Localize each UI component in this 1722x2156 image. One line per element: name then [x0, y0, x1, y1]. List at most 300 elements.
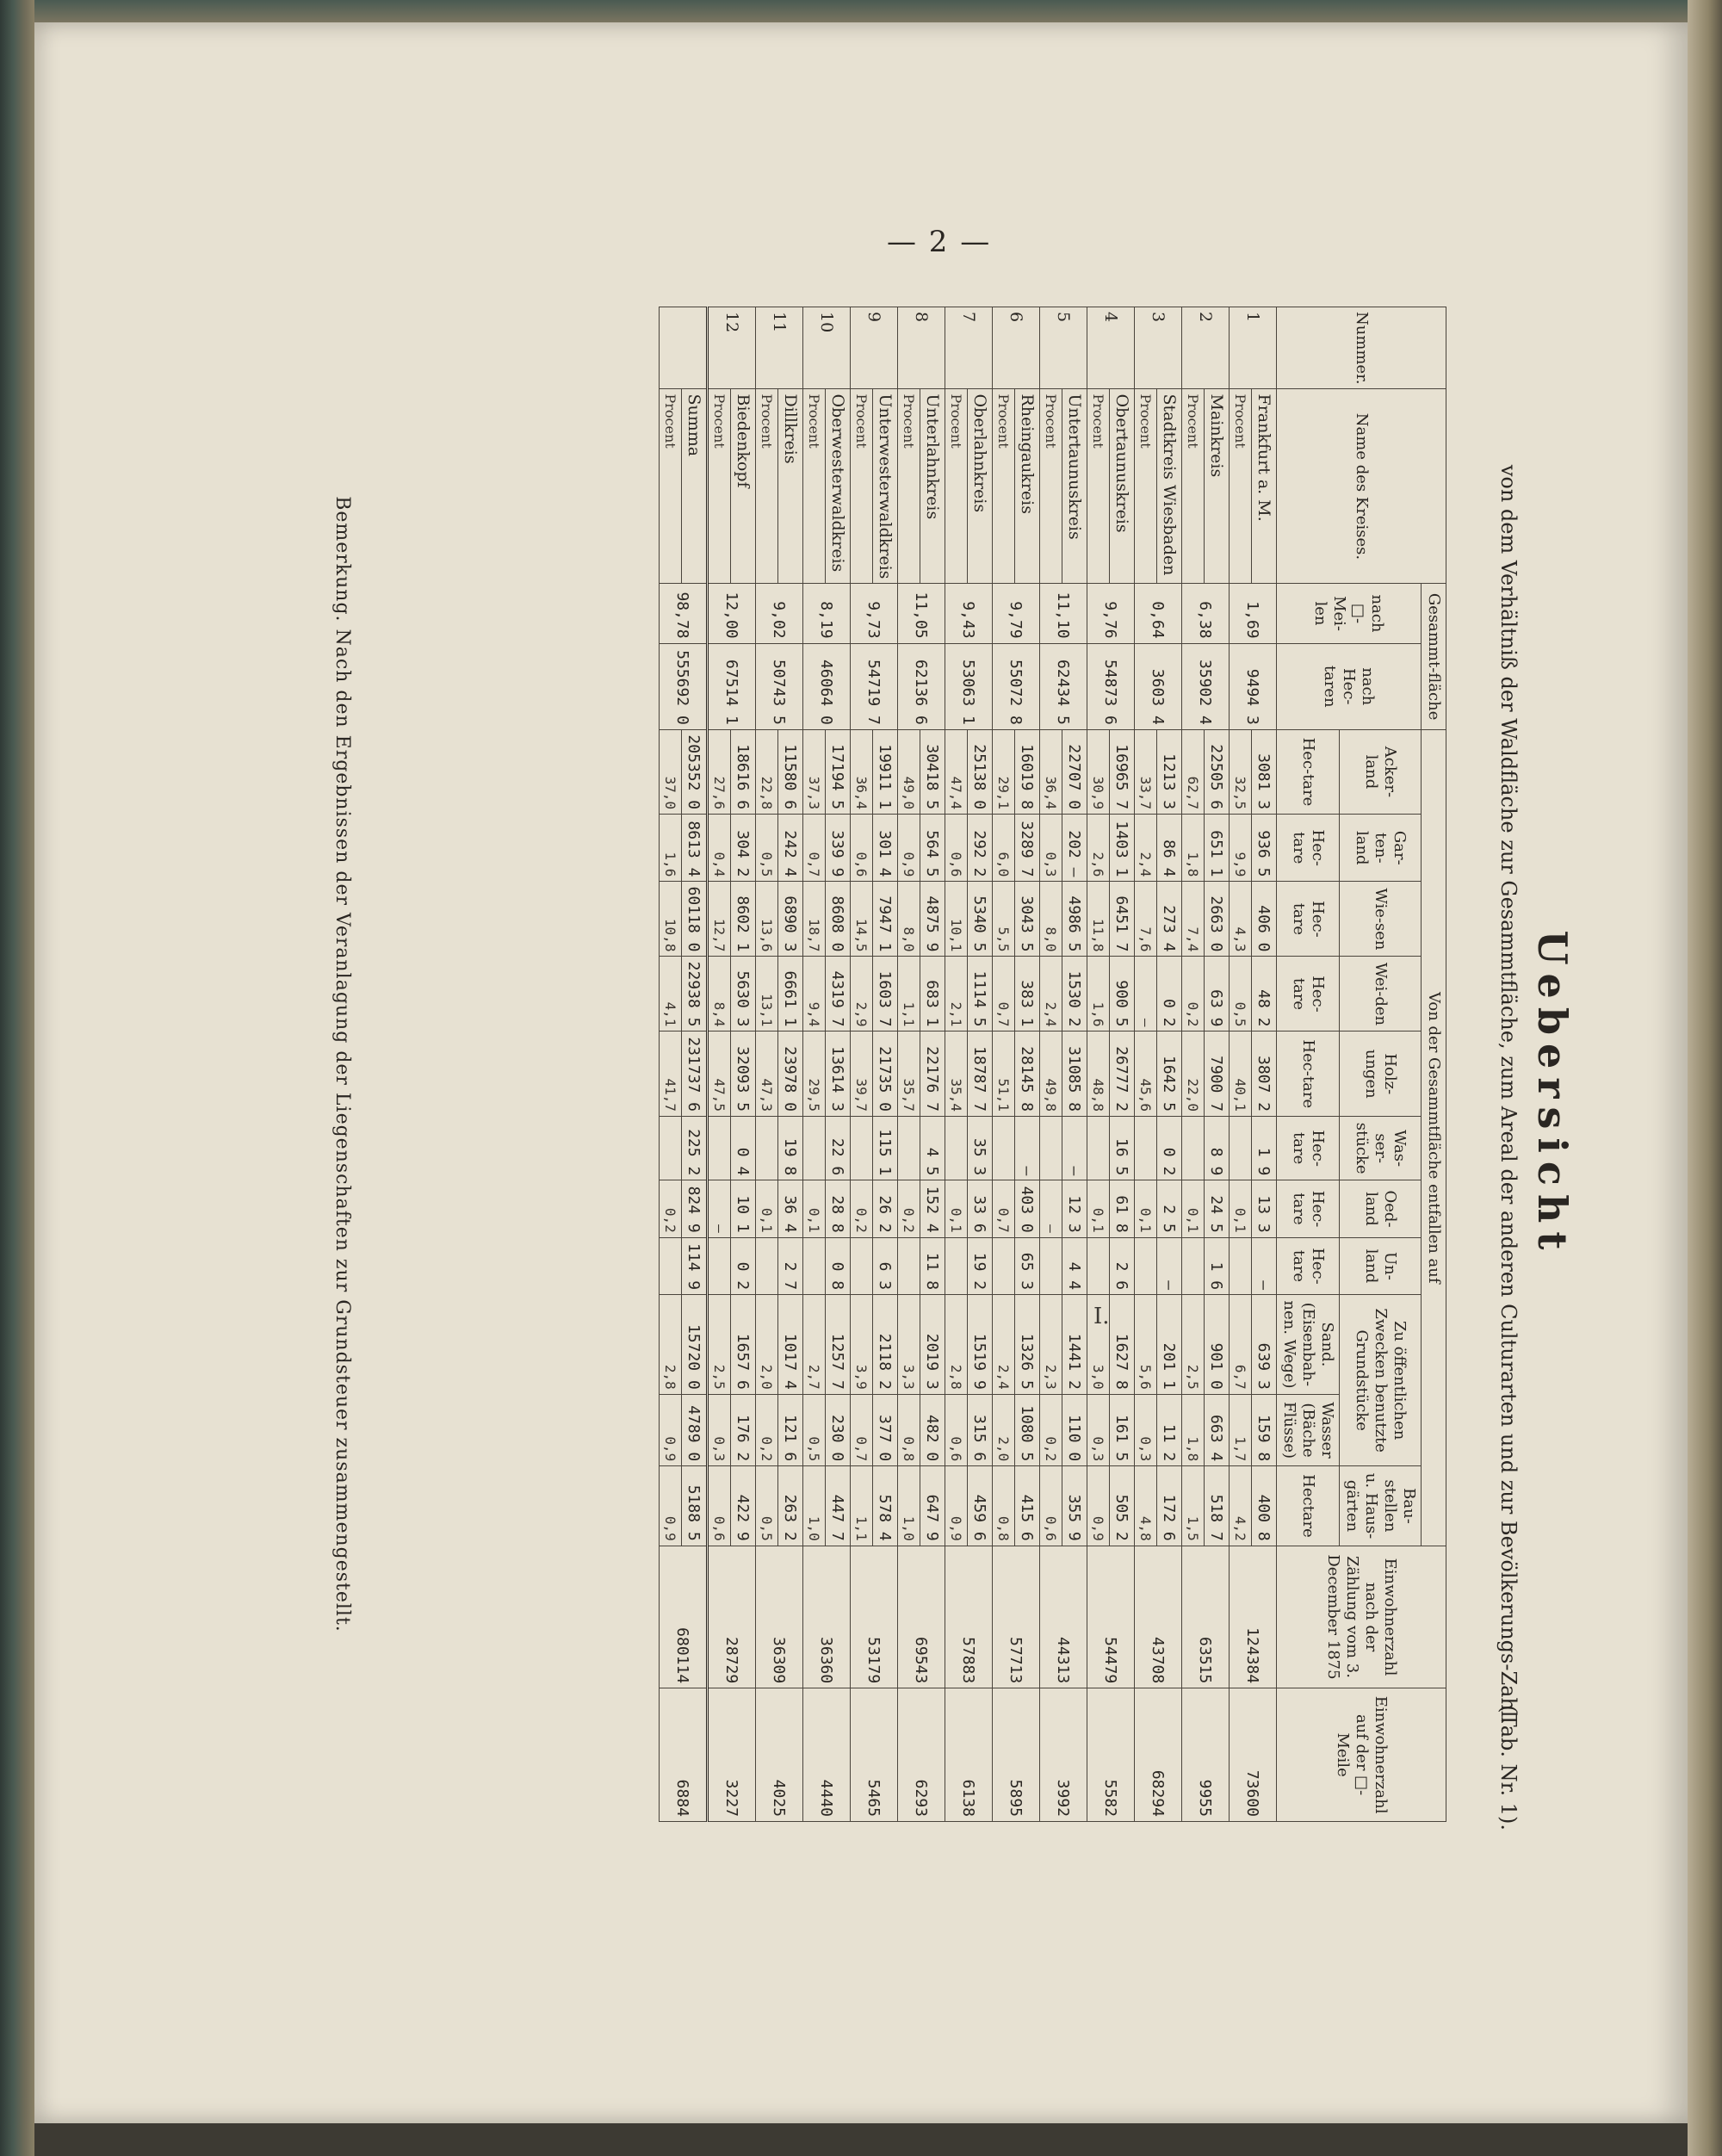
row-unland: 1 6 [1205, 1237, 1230, 1294]
row-wasserf: 110 0 [1062, 1394, 1087, 1465]
row-wasserf-percent: 0,7 [851, 1394, 873, 1465]
row-holz-percent: 51,1 [993, 1032, 1015, 1117]
row-garten: 301 4 [873, 815, 898, 882]
row-bau-percent: 0,9 [945, 1466, 968, 1546]
row-wasser-percent [1230, 1117, 1252, 1180]
row-hectaren: 62434 5 [1040, 643, 1087, 729]
row-sand: 2118 2 [873, 1295, 898, 1395]
row-name: Mainkreis [1205, 389, 1230, 584]
row-wiesen: 8608 0 [826, 882, 851, 957]
row-oed-percent: — [1040, 1180, 1062, 1237]
row-einwohner: 54479 [1087, 1546, 1135, 1688]
row-holz-percent: 45,6 [1135, 1032, 1157, 1117]
row-wiesen: 4875 9 [920, 882, 945, 957]
row-unland: 2 7 [778, 1237, 803, 1294]
row-unland-percent [756, 1237, 778, 1294]
row-weiden-percent: 2,4 [1040, 957, 1062, 1032]
header-oed: Oed-land [1340, 1180, 1422, 1237]
row-garten-percent: 0,6 [945, 815, 968, 882]
row-acker-percent: 37,3 [803, 729, 826, 814]
row-name: Obertaunuskreis [1110, 389, 1135, 584]
header-bau: Bau-stellen u. Haus-gärten [1340, 1466, 1422, 1546]
row-bau-percent: 1,1 [851, 1466, 873, 1546]
row-hectaren: 35902 4 [1182, 643, 1230, 729]
row-hectaren: 67514 1 [708, 643, 756, 729]
row-qm: 9,76 [1087, 584, 1135, 643]
row-holz-percent: 49,8 [1040, 1032, 1062, 1117]
row-holz: 1642 5 [1157, 1032, 1182, 1117]
row-name: Summa [682, 389, 708, 584]
row-weiden-percent: 1,1 [898, 957, 920, 1032]
row-wasser: 0 2 [1157, 1117, 1182, 1180]
row-unland-percent [1182, 1237, 1205, 1294]
row-number [660, 307, 708, 389]
row-bau: 355 9 [1062, 1466, 1087, 1546]
header-entfallen: Von der Gesammtfläche entfallen auf [1422, 729, 1446, 1546]
row-garten: 339 9 [826, 815, 851, 882]
row-weiden: 63 9 [1205, 957, 1230, 1032]
row-qm: 98,78 [660, 584, 708, 643]
row-sand: 15720 0 [682, 1295, 708, 1395]
row-procent-label: Procent [993, 389, 1015, 584]
row-einwohner-qm: 73600 [1230, 1688, 1277, 1822]
row-holz: 7900 7 [1205, 1032, 1230, 1117]
row-unland: 0 2 [731, 1237, 756, 1294]
row-einwohner-qm: 4440 [803, 1688, 851, 1822]
row-holz: 231737 6 [682, 1032, 708, 1117]
row-number: 7 [945, 307, 993, 389]
row-garten: 3289 7 [1015, 815, 1040, 882]
row-bau: 647 9 [920, 1466, 945, 1546]
header-name: Name des Kreises. [1277, 389, 1446, 584]
row-wasser-percent [1040, 1117, 1062, 1180]
row-oed: 824 9 [682, 1180, 708, 1237]
row-wasser: 16 5 [1110, 1117, 1135, 1180]
row-bau: 422 9 [731, 1466, 756, 1546]
row-oed-percent: 0,1 [1182, 1180, 1205, 1237]
header-wasser: Was-ser-stücke [1340, 1117, 1422, 1180]
row-garten: 304 2 [731, 815, 756, 882]
row-name: Rheingaukreis [1015, 389, 1040, 584]
row-holz: 26777 2 [1110, 1032, 1135, 1117]
row-hectaren: 9494 3 [1230, 643, 1277, 729]
row-number: 8 [898, 307, 945, 389]
row-oed: 13 3 [1252, 1180, 1277, 1237]
row-hectaren: 53063 1 [945, 643, 993, 729]
row-number: 4 [1087, 307, 1135, 389]
unit-garten: Hec-tare [1277, 815, 1340, 882]
row-qm: 9,79 [993, 584, 1040, 643]
row-wiesen-percent: 7,6 [1135, 882, 1157, 957]
row-garten: 936 5 [1252, 815, 1277, 882]
header-sand: Sand. (Eisenbah-nen. Wege) [1277, 1295, 1340, 1395]
row-wasserf-percent: 0,3 [1087, 1394, 1110, 1465]
row-wasserf-percent: 0,9 [660, 1394, 682, 1465]
row-wasserf: 482 0 [920, 1394, 945, 1465]
table-row [1015, 307, 1040, 1822]
row-oed-percent: 0,1 [803, 1180, 826, 1237]
row-weiden-percent: — [1135, 957, 1157, 1032]
table-row [1157, 307, 1182, 1822]
page-subtitle: von dem Verhältniß der Waldfläche zur Gesammtfläche, zum Areal der anderen Culturarten und zur Bevölkerungs-Zahl. [1496, 464, 1521, 1725]
row-acker: 16019 8 [1015, 729, 1040, 814]
row-oed: 10 1 [731, 1180, 756, 1237]
row-procent-label: Procent [708, 389, 731, 584]
row-wiesen-percent: 5,5 [993, 882, 1015, 957]
row-oed: 26 2 [873, 1180, 898, 1237]
row-holz-percent: 35,4 [945, 1032, 968, 1117]
header-einwohner-qm: Einwohnerzahl auf der □-Meile [1277, 1688, 1446, 1822]
row-acker-percent: 37,0 [660, 729, 682, 814]
row-oed: 36 4 [778, 1180, 803, 1237]
row-holz: 31085 8 [1062, 1032, 1087, 1117]
row-unland-percent [1135, 1237, 1157, 1294]
row-weiden: 48 2 [1252, 957, 1277, 1032]
row-bau-percent: 1,0 [898, 1466, 920, 1546]
row-bau: 172 6 [1157, 1466, 1182, 1546]
header-oeffentlich: Zu öffentlichen Zwecken benutzte Grundstücke [1340, 1295, 1422, 1466]
row-wiesen-percent: 12,7 [708, 882, 731, 957]
row-sand: 1017 4 [778, 1295, 803, 1395]
row-hectaren: 62136 6 [898, 643, 945, 729]
row-wiesen: 60118 0 [682, 882, 708, 957]
row-wasser: 225 2 [682, 1117, 708, 1180]
row-wasser: 22 6 [826, 1117, 851, 1180]
row-holz-percent: 35,7 [898, 1032, 920, 1117]
row-bau-percent: 0,5 [756, 1466, 778, 1546]
row-name: Oberlahnkreis [968, 389, 993, 584]
row-sand: 2019 3 [920, 1295, 945, 1395]
row-weiden-percent: 0,7 [993, 957, 1015, 1032]
row-wasser-percent [803, 1117, 826, 1180]
row-garten-percent: 2,6 [1087, 815, 1110, 882]
row-garten: 292 2 [968, 815, 993, 882]
row-einwohner: 28729 [708, 1546, 756, 1688]
row-qm: 1,69 [1230, 584, 1277, 643]
row-sand: 639 3 [1252, 1295, 1277, 1395]
row-qm: 8,19 [803, 584, 851, 643]
row-wasserf-percent: 0,3 [708, 1394, 731, 1465]
row-garten: 1403 1 [1110, 815, 1135, 882]
row-oed-percent: 0,1 [1087, 1180, 1110, 1237]
page-corner-mark: I. [1093, 1304, 1110, 1329]
row-wasser: 19 8 [778, 1117, 803, 1180]
row-wasser-percent [1182, 1117, 1205, 1180]
row-wasser-percent [1087, 1117, 1110, 1180]
row-oed-percent: 0,1 [1135, 1180, 1157, 1237]
row-sand-percent: 2,3 [1040, 1295, 1062, 1395]
row-qm: 0,64 [1135, 584, 1182, 643]
row-wiesen-percent: 10,1 [945, 882, 968, 957]
row-wasserf: 4789 0 [682, 1394, 708, 1465]
row-bau: 459 6 [968, 1466, 993, 1546]
row-unland: 11 8 [920, 1237, 945, 1294]
row-qm: 9,73 [851, 584, 898, 643]
row-weiden: 1530 2 [1062, 957, 1087, 1032]
row-number: 5 [1040, 307, 1087, 389]
table-row [1110, 307, 1135, 1822]
row-wasserf-percent: 0,3 [1135, 1394, 1157, 1465]
row-acker-percent: 29,1 [993, 729, 1015, 814]
row-einwohner-qm: 5895 [993, 1688, 1040, 1822]
row-name: Stadtkreis Wiesbaden [1157, 389, 1182, 584]
book-spine [0, 0, 34, 2156]
row-sand-percent: 3,0 [1087, 1295, 1110, 1395]
row-oed: 2 5 [1157, 1180, 1182, 1237]
row-bau-percent: 1,5 [1182, 1466, 1205, 1546]
row-bau-percent: 0,8 [993, 1466, 1015, 1546]
row-oed-percent: 0,2 [660, 1180, 682, 1237]
row-garten: 242 4 [778, 815, 803, 882]
row-wiesen: 6890 3 [778, 882, 803, 957]
row-wasserf: 1080 5 [1015, 1394, 1040, 1465]
row-hectaren: 555692 0 [660, 643, 708, 729]
row-wasser-percent [945, 1117, 968, 1180]
header-acker: Acker-land [1340, 729, 1422, 814]
row-name: Dillkreis [778, 389, 803, 584]
row-oed: 24 5 [1205, 1180, 1230, 1237]
row-unland-percent [660, 1237, 682, 1294]
row-sand-percent: 2,8 [945, 1295, 968, 1395]
row-garten-percent: 0,3 [1040, 815, 1062, 882]
table-row [778, 307, 803, 1822]
row-number: 6 [993, 307, 1040, 389]
row-bau-percent: 1,0 [803, 1466, 826, 1546]
row-unland: — [1252, 1237, 1277, 1294]
row-acker: 205352 0 [682, 729, 708, 814]
row-garten: 651 1 [1205, 815, 1230, 882]
row-wiesen: 273 4 [1157, 882, 1182, 957]
row-procent-label: Procent [898, 389, 920, 584]
row-hectaren: 54873 6 [1087, 643, 1135, 729]
row-wasser-percent [756, 1117, 778, 1180]
table-row [873, 307, 898, 1822]
row-procent-label: Procent [660, 389, 682, 584]
row-garten-percent: 0,7 [803, 815, 826, 882]
unit-oed: Hec-tare [1277, 1180, 1340, 1237]
row-acker: 30418 5 [920, 729, 945, 814]
row-bau-percent: 0,9 [660, 1466, 682, 1546]
row-sand: 1627 8 [1110, 1295, 1135, 1395]
row-wasserf: 315 6 [968, 1394, 993, 1465]
row-unland: 4 4 [1062, 1237, 1087, 1294]
row-einwohner-qm: 4025 [756, 1688, 803, 1822]
header-gesamt: Gesammt-fläche [1422, 584, 1446, 729]
row-bau: 5188 5 [682, 1466, 708, 1546]
row-hectaren: 54719 7 [851, 643, 898, 729]
row-weiden: 6661 1 [778, 957, 803, 1032]
row-garten-percent: 0,5 [756, 815, 778, 882]
row-number: 10 [803, 307, 851, 389]
row-einwohner: 69543 [898, 1546, 945, 1688]
row-weiden: 4319 7 [826, 957, 851, 1032]
row-qm: 9,43 [945, 584, 993, 643]
row-holz: 21735 0 [873, 1032, 898, 1117]
row-wiesen: 406 0 [1252, 882, 1277, 957]
row-procent-label: Procent [1182, 389, 1205, 584]
row-sand: 1519 9 [968, 1295, 993, 1395]
row-bau-percent: 0,9 [1087, 1466, 1110, 1546]
row-bau-percent: 4,2 [1230, 1466, 1252, 1546]
row-name: Unterlahnkreis [920, 389, 945, 584]
row-sand: 1257 7 [826, 1295, 851, 1395]
row-unland: 0 8 [826, 1237, 851, 1294]
row-garten-percent: 1,6 [660, 815, 682, 882]
row-einwohner: 36309 [756, 1546, 803, 1688]
row-einwohner: 36360 [803, 1546, 851, 1688]
row-weiden: 5630 3 [731, 957, 756, 1032]
row-wasser-percent [851, 1117, 873, 1180]
row-garten-percent: 1,8 [1182, 815, 1205, 882]
row-acker: 25138 0 [968, 729, 993, 814]
row-weiden: 683 1 [920, 957, 945, 1032]
row-oed-percent: 0,2 [851, 1180, 873, 1237]
table-row [1205, 307, 1230, 1822]
row-hectaren: 50743 5 [756, 643, 803, 729]
row-acker-percent: 32,5 [1230, 729, 1252, 814]
row-wiesen: 3043 5 [1015, 882, 1040, 957]
row-oed: 61 8 [1110, 1180, 1135, 1237]
row-holz: 28145 8 [1015, 1032, 1040, 1117]
row-acker: 1213 3 [1157, 729, 1182, 814]
row-unland-percent [1230, 1237, 1252, 1294]
header-hectaren: nach Hec-taren [1277, 643, 1422, 729]
row-acker-percent: 36,4 [1040, 729, 1062, 814]
row-oed: 28 8 [826, 1180, 851, 1237]
row-sand-percent: 2,8 [660, 1295, 682, 1395]
row-weiden: 900 5 [1110, 957, 1135, 1032]
row-name: Biedenkopf [731, 389, 756, 584]
row-sand-percent: 3,9 [851, 1295, 873, 1395]
row-procent-label: Procent [1087, 389, 1110, 584]
row-wiesen: 7947 1 [873, 882, 898, 957]
row-sand: 1657 6 [731, 1295, 756, 1395]
row-wasser: 0 4 [731, 1117, 756, 1180]
row-garten-percent: 6,0 [993, 815, 1015, 882]
row-bau: 415 6 [1015, 1466, 1040, 1546]
row-wiesen-percent: 11,8 [1087, 882, 1110, 957]
header-number: Nummer. [1277, 307, 1446, 389]
header-weiden: Wei-den [1340, 957, 1422, 1032]
row-bau-percent: 0,6 [708, 1466, 731, 1546]
row-oed: 403 0 [1015, 1180, 1040, 1237]
row-wiesen: 2663 0 [1205, 882, 1230, 957]
table-number: (Tab. Nr. 1). [1496, 1705, 1521, 1831]
row-sand-percent: 2,5 [708, 1295, 731, 1395]
row-wiesen-percent: 7,4 [1182, 882, 1205, 957]
row-weiden-percent: 2,1 [945, 957, 968, 1032]
row-holz-percent: 22,0 [1182, 1032, 1205, 1117]
row-wasserf-percent: 0,8 [898, 1394, 920, 1465]
row-procent-label: Procent [945, 389, 968, 584]
header-holz: Holz-ungen [1340, 1032, 1422, 1117]
row-acker-percent: 27,6 [708, 729, 731, 814]
table-row [731, 307, 756, 1822]
header-wasserflaeche: Wasser (Bäche Flüsse) [1277, 1394, 1340, 1465]
unit-wasser: Hec-tare [1277, 1117, 1340, 1180]
page-title: Uebersicht [1529, 930, 1576, 1259]
row-acker: 3081 3 [1252, 729, 1277, 814]
row-sand: 1326 5 [1015, 1295, 1040, 1395]
row-holz-percent: 39,7 [851, 1032, 873, 1117]
row-procent-label: Procent [756, 389, 778, 584]
row-wiesen-percent: 10,8 [660, 882, 682, 957]
row-procent-label: Procent [1040, 389, 1062, 584]
row-acker: 22505 6 [1205, 729, 1230, 814]
row-name: Unterwesterwaldkreis [873, 389, 898, 584]
row-acker: 19911 1 [873, 729, 898, 814]
row-acker: 17194 5 [826, 729, 851, 814]
row-sand: 901 0 [1205, 1295, 1230, 1395]
row-wasserf: 230 0 [826, 1394, 851, 1465]
row-wasserf: 377 0 [873, 1394, 898, 1465]
row-number: 1 [1230, 307, 1277, 389]
row-garten-percent: 2,4 [1135, 815, 1157, 882]
row-wasserf-percent: 1,8 [1182, 1394, 1205, 1465]
row-bau: 447 7 [826, 1466, 851, 1546]
row-oed-percent: 0,1 [945, 1180, 968, 1237]
row-acker: 18616 6 [731, 729, 756, 814]
row-unland: — [1157, 1237, 1182, 1294]
row-einwohner-qm: 5582 [1087, 1688, 1135, 1822]
header-wiesen: Wie-sen [1340, 882, 1422, 957]
row-einwohner: 680114 [660, 1546, 708, 1688]
row-unland: 6 3 [873, 1237, 898, 1294]
row-weiden-percent: 13,1 [756, 957, 778, 1032]
row-holz: 18787 7 [968, 1032, 993, 1117]
row-acker: 11580 6 [778, 729, 803, 814]
row-einwohner-qm: 5465 [851, 1688, 898, 1822]
row-wiesen: 8602 1 [731, 882, 756, 957]
row-wasser-percent [898, 1117, 920, 1180]
row-unland-percent [945, 1237, 968, 1294]
book-top-edge [0, 0, 1722, 22]
row-acker: 16965 7 [1110, 729, 1135, 814]
row-number: 11 [756, 307, 803, 389]
statistics-table [659, 307, 1446, 1822]
row-sand-percent: 6,7 [1230, 1295, 1252, 1395]
row-holz-percent: 41,7 [660, 1032, 682, 1117]
row-acker: 22707 0 [1062, 729, 1087, 814]
row-wasser: — [1062, 1117, 1087, 1180]
header-einwohner: Einwohnerzahl nach der Zählung vom 3. December 1875 [1277, 1546, 1446, 1688]
row-einwohner-qm: 68294 [1135, 1688, 1182, 1822]
row-einwohner: 124384 [1230, 1546, 1277, 1688]
document-page [34, 22, 1688, 2123]
row-wasserf-percent: 2,0 [993, 1394, 1015, 1465]
table-row [920, 307, 945, 1822]
row-holz-percent: 29,5 [803, 1032, 826, 1117]
row-garten: 86 4 [1157, 815, 1182, 882]
row-einwohner-qm: 3992 [1040, 1688, 1087, 1822]
row-qm: 11,05 [898, 584, 945, 643]
row-wasserf: 161 5 [1110, 1394, 1135, 1465]
row-unland: 65 3 [1015, 1237, 1040, 1294]
table-row [826, 307, 851, 1822]
row-oed-percent: 0,7 [993, 1180, 1015, 1237]
row-unland-percent [898, 1237, 920, 1294]
row-oed-percent: — [708, 1180, 731, 1237]
row-weiden-percent: 0,5 [1230, 957, 1252, 1032]
row-bau-percent: 4,8 [1135, 1466, 1157, 1546]
header-qm: nach □-Mei-len [1277, 584, 1422, 643]
row-acker-percent: 47,4 [945, 729, 968, 814]
row-wiesen-percent: 14,5 [851, 882, 873, 957]
summa-row [682, 307, 708, 1822]
row-oed-percent: 0,1 [1230, 1180, 1252, 1237]
row-procent-label: Procent [1135, 389, 1157, 584]
row-weiden-percent: 9,4 [803, 957, 826, 1032]
